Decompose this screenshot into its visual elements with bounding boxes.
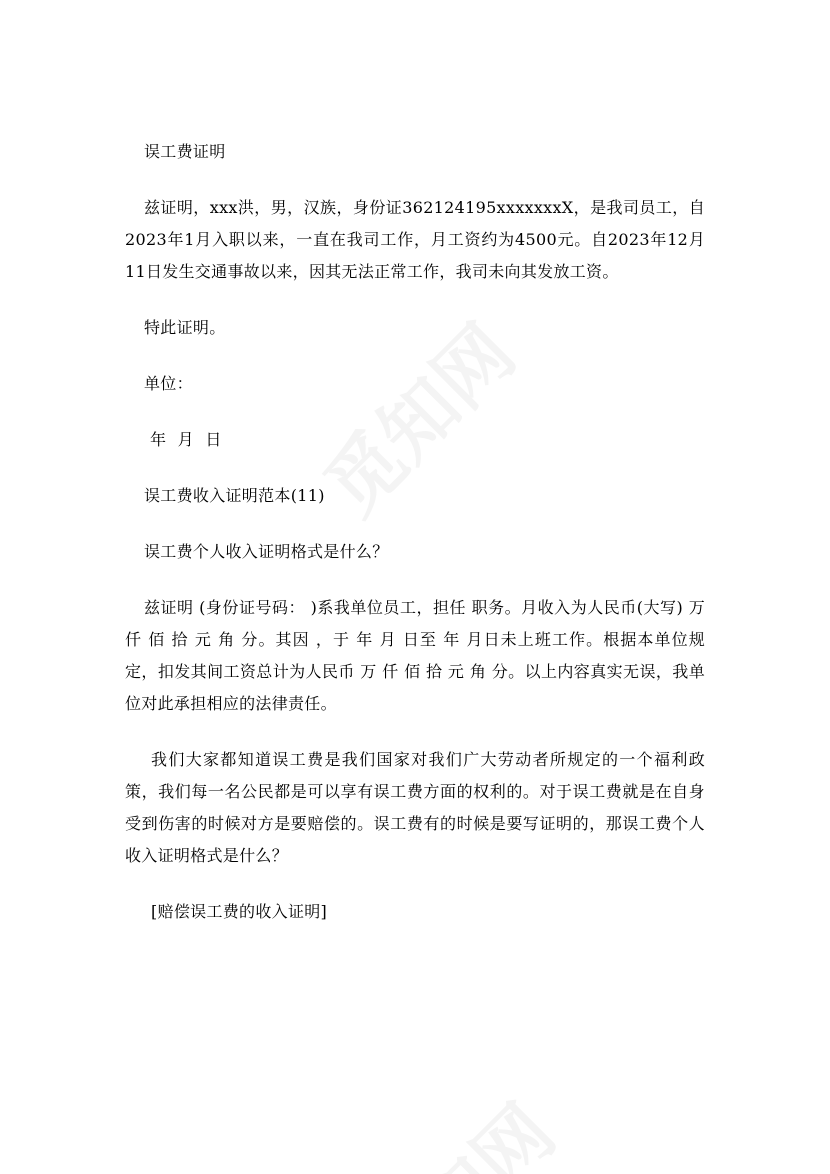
paragraph-link-title: [赔偿误工费的收入证明] (151, 902, 328, 921)
paragraph-date: 年 月 日 (150, 430, 222, 449)
paragraph-sample-title: 误工费收入证明范本(11) (144, 486, 325, 505)
watermark-bottom (304, 1044, 615, 1174)
document-body (125, 136, 705, 952)
paragraph-income-template: 兹证明 (身份证号码： )系我单位员工，担任 职务。月收入为人民币(大写) 万 仟 佰 拾 元 角 分。其因 ，于 年 月 日至 年 月日未上班工作。根据本单位规定，扣发其间工资总计为人民币 万 仟 佰 拾 元 角 分。以上内容真实无误，我单位对此承担相应的法律责任。 (125, 598, 705, 713)
paragraph-question: 误工费个人收入证明格式是什么？ (144, 542, 389, 561)
paragraph-certificate-statement: 兹证明，xxx洪，男，汉族，身份证362124195xxxxxxxX，是我司员工，自2023年1月入职以来，一直在我司工作，月工资约为4500元。自2023年12月11日发生交通事故以来，因其无法正常工作，我司未向其发放工资。 (125, 198, 705, 281)
paragraph-explanation: 我们大家都知道误工费是我们国家对我们广大劳动者所规定的一个福利政策，我们每一名公民都是可以享有误工费方面的权利的。对于误工费就是在自身受到伤害的时候对方是要赔偿的。误工费有的时候是要写证明的，那误工费个人收入证明格式是什么？ (125, 750, 705, 865)
paragraph-unit: 单位： (144, 374, 193, 393)
document-title: 误工费证明 (144, 142, 226, 161)
paragraph-hereby-certify: 特此证明。 (144, 318, 226, 337)
